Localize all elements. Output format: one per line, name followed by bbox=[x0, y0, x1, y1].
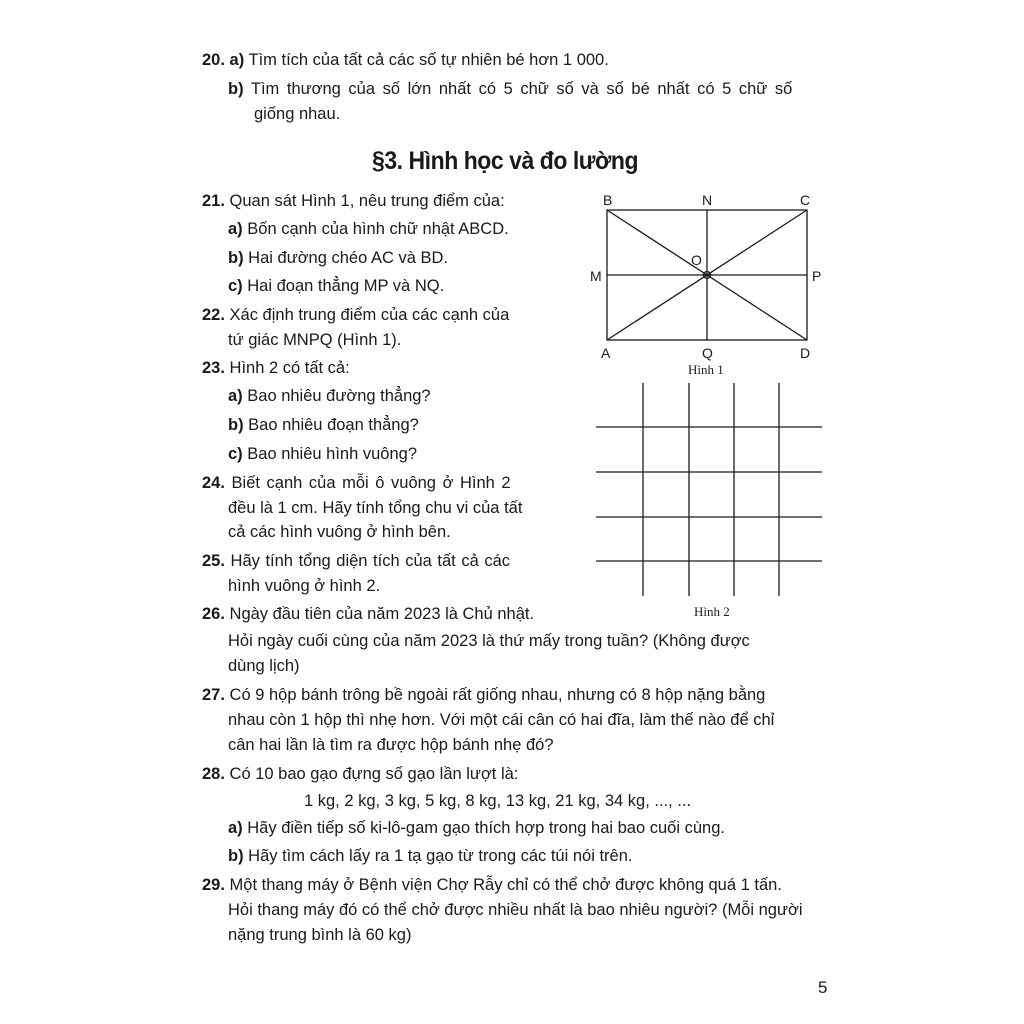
problem-25-cont: hình vuông ở hình 2. bbox=[228, 577, 381, 595]
problem-28-b: b) Hãy tìm cách lấy ra 1 tạ gạo từ trong các túi nói trên. bbox=[228, 847, 633, 865]
label-m: M bbox=[590, 268, 602, 284]
problem-20-b-cont: giống nhau. bbox=[254, 105, 341, 123]
figure-2-caption: Hình 2 bbox=[694, 604, 730, 619]
problem-21-c: c) Hai đoạn thẳng MP và NQ. bbox=[228, 277, 445, 295]
figure-1 bbox=[585, 188, 830, 383]
problem-20-a: 20. a) Tìm tích của tất cả các số tự nhiên bé hơn 1 000. bbox=[202, 51, 609, 69]
problem-27-cont2: cân hai lần là tìm ra được hộp bánh nhẹ đó? bbox=[228, 736, 554, 754]
problem-29-cont1: Hỏi thang máy đó có thể chở được nhiều nhất là bao nhiêu người? (Mỗi người bbox=[228, 901, 803, 919]
problem-23-a: a) Bao nhiêu đường thẳng? bbox=[228, 387, 431, 405]
problem-24-cont2: cả các hình vuông ở hình bên. bbox=[228, 523, 451, 541]
problem-27: 27. Có 9 hộp bánh trông bề ngoài rất giống nhau, nhưng có 8 hộp nặng bằng bbox=[202, 686, 766, 704]
problem-23: 23. Hình 2 có tất cả: bbox=[202, 359, 350, 377]
problem-21-a: a) Bốn cạnh của hình chữ nhật ABCD. bbox=[228, 220, 509, 238]
label-p: P bbox=[812, 268, 822, 284]
problem-21: 21. Quan sát Hình 1, nêu trung điểm của: bbox=[202, 192, 505, 210]
problem-26-cont1: Hỏi ngày cuối cùng của năm 2023 là thứ mấy trong tuần? (Không được bbox=[228, 632, 750, 650]
label-d: D bbox=[800, 345, 811, 361]
problem-28: 28. Có 10 bao gạo đựng số gạo lần lượt là: bbox=[202, 765, 519, 783]
page-number: 5 bbox=[818, 978, 828, 997]
problem-27-cont1: nhau còn 1 hộp thì nhẹ hơn. Với một cái cân có hai đĩa, làm thế nào để chỉ bbox=[228, 711, 775, 729]
problem-23-c: c) Bao nhiêu hình vuông? bbox=[228, 445, 417, 463]
label-q: Q bbox=[702, 345, 713, 361]
label-n: N bbox=[702, 192, 713, 208]
problem-24: 24. Biết cạnh của mỗi ô vuông ở Hình 2 bbox=[202, 474, 511, 492]
problem-29-cont2: nặng trung bình là 60 kg) bbox=[228, 926, 412, 944]
label-c: C bbox=[800, 192, 811, 208]
label-a: A bbox=[601, 345, 611, 361]
problem-24-cont1: đều là 1 cm. Hãy tính tổng chu vi của tất bbox=[228, 499, 523, 517]
figure-2 bbox=[596, 383, 826, 623]
problem-20-b: b) Tìm thương của số lớn nhất có 5 chữ số và số bé nhất có 5 chữ số bbox=[228, 80, 793, 98]
problem-28-sequence: 1 kg, 2 kg, 3 kg, 5 kg, 8 kg, 13 kg, 21 kg, 34 kg, ..., ... bbox=[304, 792, 692, 810]
problem-22: 22. Xác định trung điểm của các cạnh của bbox=[202, 306, 510, 324]
figure-1-caption: Hình 1 bbox=[688, 362, 724, 377]
section-title: §3. Hình học và đo lường bbox=[372, 147, 639, 175]
label-b: B bbox=[603, 192, 613, 208]
problem-23-b: b) Bao nhiêu đoạn thẳng? bbox=[228, 416, 419, 434]
problem-28-a: a) Hãy điền tiếp số ki-lô-gam gạo thích hợp trong hai bao cuối cùng. bbox=[228, 819, 725, 837]
problem-25: 25. Hãy tính tổng diện tích của tất cả các bbox=[202, 552, 511, 570]
label-o: O bbox=[691, 252, 702, 268]
problem-22-cont: tứ giác MNPQ (Hình 1). bbox=[228, 331, 402, 349]
problem-29: 29. Một thang máy ở Bệnh viện Chợ Rẫy chỉ có thể chở được không quá 1 tấn. bbox=[202, 876, 782, 894]
problem-21-b: b) Hai đường chéo AC và BD. bbox=[228, 249, 448, 267]
problem-26: 26. Ngày đầu tiên của năm 2023 là Chủ nhật. bbox=[202, 605, 535, 623]
problem-26-cont2: dùng lịch) bbox=[228, 657, 300, 675]
